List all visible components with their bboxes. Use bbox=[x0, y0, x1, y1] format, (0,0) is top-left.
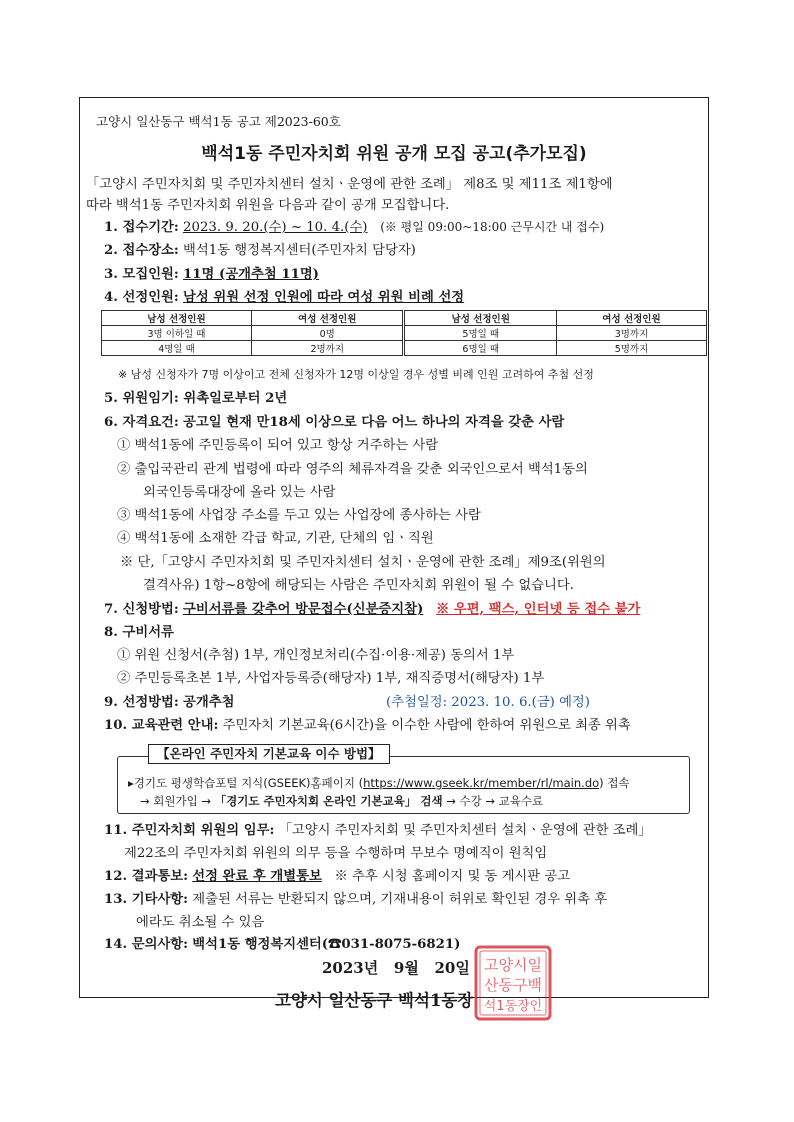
document-2: ② 주민등록초본 1부, 사업자등록증(해당자) 1부, 재직증명서(해당자) 1부 bbox=[117, 671, 545, 686]
item-13-misc: 13. 기타사항: 제출된 서류는 반환되지 않으며, 기재내용이 허위로 확인된 경우 위촉 후 bbox=[104, 892, 608, 907]
education-line-2: → 회원가입 → 「경기도 주민자치회 온라인 기본교육」 검색 → 수강 → 교육수료 bbox=[140, 794, 544, 808]
item-1-reception-period: 1. 접수기간: 2023. 9. 20.(수) ~ 10. 4.(수) (※ 평일 09:00~18:00 근무시간 내 접수) bbox=[104, 220, 605, 235]
table-header: 여성 선정인원 bbox=[556, 311, 706, 326]
table-cell: 5명까지 bbox=[556, 341, 706, 356]
gseek-link[interactable]: https://www.gseek.kr/member/rl/main.do bbox=[363, 776, 600, 790]
item-7-application-method: 7. 신청방법: 구비서류를 갖추어 방문접수(신분증지참) ※ 우편, 팩스, 인터넷 등 접수 불가 bbox=[104, 602, 641, 617]
notice-date: 2023년 9월 20일 bbox=[322, 959, 470, 977]
item-13-misc-b: 에라도 취소될 수 있음 bbox=[136, 915, 265, 930]
notice-title: 백석1동 주민자치회 위원 공개 모집 공고(추가모집) bbox=[201, 144, 587, 164]
item-4-selection-count: 4. 선정인원: 남성 위원 선정 인원에 따라 여성 위원 비례 선정 bbox=[104, 290, 465, 305]
table-cell: 3명 이하일 때 bbox=[102, 326, 252, 341]
item-6-eligibility: 6. 자격요건: 공고일 현재 만18세 이상으로 다음 어느 하나의 자격을 갖춘 사람 bbox=[104, 415, 565, 430]
item-4-note: ※ 남성 신청자가 7명 이상이고 전체 신청자가 12명 이상일 경우 성별 비례 인원 고려하여 추첨 선정 bbox=[118, 368, 594, 381]
eligibility-1: ① 백석1동에 주민등록이 되어 있고 항상 거주하는 사람 bbox=[117, 438, 439, 453]
item-5-term: 5. 위원임기: 위촉일로부터 2년 bbox=[104, 391, 288, 406]
item-9-selection-method: 9. 선정방법: 공개추첨 bbox=[104, 695, 235, 710]
eligibility-4: ④ 백석1동에 소재한 각급 학교, 기관, 단체의 임ㆍ직원 bbox=[117, 531, 434, 546]
eligibility-3: ③ 백석1동에 사업장 주소를 두고 있는 사업장에 종사하는 사람 bbox=[117, 508, 481, 523]
intro-line-2: 따라 백석1동 주민자치회 위원을 다음과 같이 공개 모집합니다. bbox=[86, 198, 450, 213]
table-header-row bbox=[102, 311, 707, 326]
item-14-inquiry: 14. 문의사항: 백석1동 행정복지센터(☎031-8075-6821) bbox=[104, 937, 461, 952]
seal-text: 산동구백 bbox=[484, 976, 542, 994]
table-cell: 4명일 때 bbox=[102, 341, 252, 356]
intro-line-1: 「고양시 주민자치회 및 주민자치센터 설치ㆍ운영에 관한 조례」 제8조 및 제11조 제1항에 bbox=[86, 177, 613, 192]
eligibility-2a: ② 출입국관리 관계 법령에 따라 영주의 체류자격을 갖춘 외국인으로서 백석1동의 bbox=[117, 462, 588, 477]
item-2-reception-place: 2. 접수장소: 백석1동 행정복지센터(주민자치 담당자) bbox=[104, 243, 416, 258]
table-cell: 5명일 때 bbox=[404, 326, 557, 341]
seal-text: 고양시일 bbox=[484, 956, 542, 974]
selection-table bbox=[101, 310, 707, 356]
table-row bbox=[102, 326, 707, 341]
item-11-duties-b: 제22조의 주민자치회 위원의 의무 등을 수행하며 무보수 명예직이 원칙임 bbox=[124, 846, 548, 861]
official-seal-icon bbox=[473, 944, 553, 1022]
draw-schedule: (추첨일정: 2023. 10. 6.(금) 예정) bbox=[386, 695, 590, 710]
table-header: 남성 선정인원 bbox=[102, 311, 252, 326]
eligibility-note-b: 결격사유) 1항~8항에 해당되는 사람은 주민자치회 위원이 될 수 없습니다. bbox=[143, 578, 574, 593]
table-cell: 2명까지 bbox=[251, 341, 404, 356]
table-cell: 3명까지 bbox=[556, 326, 706, 341]
item-3-recruit-count: 3. 모집인원: 11명 (공개추첨 11명) bbox=[104, 267, 319, 282]
education-box bbox=[117, 756, 690, 814]
table-row bbox=[102, 341, 707, 356]
table-cell: 6명일 때 bbox=[404, 341, 557, 356]
issuer-name: 고양시 일산동구 백석1동장 bbox=[275, 991, 474, 1010]
item-12-result: 12. 결과통보: 선정 완료 후 개별통보 ※ 추후 시청 홈페이지 및 동 게시판 공고 bbox=[104, 869, 571, 884]
education-box-heading: 【온라인 주민자치 기본교육 이수 방법】 bbox=[148, 744, 390, 764]
education-line-1: ▸경기도 평생학습포털 지식(GSEEK)홈페이지 (https://www.gseek.kr/member/rl/main.do) 접속 bbox=[128, 776, 630, 790]
seal-text: 석1동장인 bbox=[483, 999, 543, 1014]
notice-number: 고양시 일산동구 백석1동 공고 제2023-60호 bbox=[96, 114, 341, 129]
eligibility-note-a: ※ 단,「고양시 주민자치회 및 주민자치센터 설치ㆍ운영에 관한 조례」제9조(위원의 bbox=[120, 555, 606, 570]
table-header: 남성 선정인원 bbox=[404, 311, 557, 326]
item-11-duties: 11. 주민자치회 위원의 임무: 「고양시 주민자치회 및 주민자치센터 설치ㆍ운영에 관한 조례」 bbox=[104, 823, 652, 838]
table-cell: 0명 bbox=[251, 326, 404, 341]
application-restriction: ※ 우편, 팩스, 인터넷 등 접수 불가 bbox=[435, 602, 641, 617]
eligibility-2b: 외국인등록대장에 올라 있는 사람 bbox=[143, 485, 336, 500]
document-1: ① 위원 신청서(추첨) 1부, 개인정보처리(수집·이용·제공) 동의서 1부 bbox=[117, 648, 515, 663]
item-10-education: 10. 교육관련 안내: 주민자치 기본교육(6시간)을 이수한 사람에 한하여 위원으로 최종 위촉 bbox=[104, 718, 631, 733]
table-header: 여성 선정인원 bbox=[251, 311, 404, 326]
item-8-documents: 8. 구비서류 bbox=[104, 625, 174, 640]
